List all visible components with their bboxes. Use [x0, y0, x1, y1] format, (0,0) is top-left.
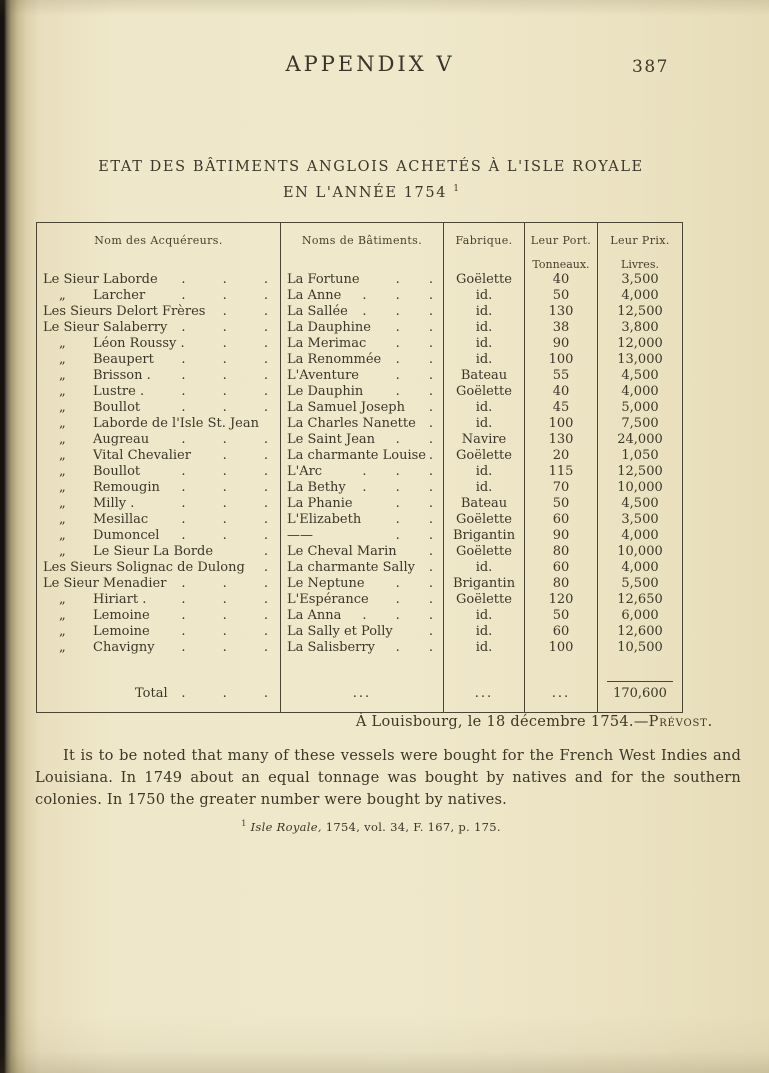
fabrique-cell: Brigantin — [444, 528, 525, 544]
port-cell: 115 — [525, 464, 598, 480]
batiment-cell — [281, 576, 444, 592]
acquereur-name: Lemoine — [93, 624, 150, 639]
unit-livres: Livres. — [598, 254, 683, 272]
dot-leader: . . — [395, 496, 433, 511]
acquereur-name: Beaupert — [93, 352, 154, 367]
dot-leader: . . . — [362, 608, 433, 623]
signature-line: À Louisbourg, le 18 décembre 1754.—Prévost. — [355, 714, 713, 730]
ditto-mark: „ — [59, 464, 66, 479]
dot-leader: . — [428, 560, 433, 575]
batiment-cell — [281, 288, 444, 304]
table-row — [37, 480, 683, 496]
fabrique-cell: id. — [444, 416, 525, 432]
column-header-prix: Leur Prix. — [598, 223, 683, 255]
ship-name: La Charles Nanette — [287, 416, 416, 431]
port-cell: 120 — [525, 592, 598, 608]
ditto-mark: „ — [59, 288, 66, 303]
total-prix-cell — [598, 656, 683, 713]
acquereur-cell — [37, 512, 281, 528]
ditto-mark: „ — [59, 544, 66, 559]
table-row — [37, 384, 683, 400]
acquereur-name: Le Sieur Menadier — [43, 576, 167, 591]
dot-leader: . — [428, 544, 433, 559]
fabrique-cell: Bateau — [444, 368, 525, 384]
dot-leader: . . . — [181, 384, 268, 399]
batiment-cell — [281, 272, 444, 288]
batiment-cell — [281, 320, 444, 336]
port-cell: 130 — [525, 304, 598, 320]
table-header-row — [37, 223, 683, 255]
port-cell: 38 — [525, 320, 598, 336]
dot-leader: . . . — [181, 464, 268, 479]
table-row — [37, 336, 683, 352]
ship-name: La charmante Louise — [287, 448, 426, 463]
port-cell: 55 — [525, 368, 598, 384]
fabrique-cell: id. — [444, 352, 525, 368]
fabrique-cell: id. — [444, 400, 525, 416]
acquereur-name: Dumoncel — [93, 528, 160, 543]
ship-name: La Anna — [287, 608, 342, 623]
fabrique-cell: id. — [444, 464, 525, 480]
table-row — [37, 272, 683, 288]
note-paragraph: It is to be noted that many of these vessels were bought for the French West Indies and Louisiana. In 1749 about an equal tonnage was bought by natives and for the southern colonies. In 1750 the greater number were bought by natives. — [35, 747, 741, 808]
batiment-cell — [281, 304, 444, 320]
ditto-mark: „ — [59, 512, 66, 527]
fabrique-cell: id. — [444, 304, 525, 320]
unit-tonneaux: Tonneaux. — [525, 254, 598, 272]
ditto-mark: „ — [59, 352, 66, 367]
ditto-mark: „ — [59, 640, 66, 655]
dot-leader: . . — [395, 336, 433, 351]
total-label-cell — [37, 656, 281, 713]
document-title-line2: EN L'ANNÉE 1754 $^1$ — [283, 184, 459, 201]
fabrique-cell: id. — [444, 608, 525, 624]
dot-leader: . . . — [181, 320, 268, 335]
table-row — [37, 592, 683, 608]
batiment-cell — [281, 400, 444, 416]
acquereur-cell — [37, 592, 281, 608]
acquereur-name: Milly . — [93, 496, 135, 511]
dot-leader: . . . — [181, 480, 268, 495]
total-fabrique-ellipsis: ... — [444, 656, 525, 713]
total-rule — [607, 681, 673, 682]
prix-cell: 4,500 — [598, 368, 683, 384]
acquereur-cell — [37, 288, 281, 304]
dot-leader: . . — [395, 640, 433, 655]
batiment-cell — [281, 608, 444, 624]
ditto-mark: „ — [59, 336, 66, 351]
dot-leader: . . — [395, 592, 433, 607]
table-row — [37, 416, 683, 432]
dot-leader: . . . — [181, 640, 268, 655]
acquereur-cell — [37, 576, 281, 592]
fabrique-cell: Bateau — [444, 496, 525, 512]
acquereur-cell — [37, 448, 281, 464]
dot-leader: . . . — [181, 528, 268, 543]
dot-leader: . — [428, 400, 433, 415]
fabrique-cell: Goëlette — [444, 544, 525, 560]
fabrique-cell: Goëlette — [444, 448, 525, 464]
dot-leader: . . — [395, 368, 433, 383]
table-row — [37, 640, 683, 656]
ship-name: La Merimac — [287, 336, 367, 351]
prix-cell: 12,500 — [598, 464, 683, 480]
table-units-row — [37, 254, 683, 272]
fabrique-cell: Goëlette — [444, 592, 525, 608]
prix-cell: 10,000 — [598, 544, 683, 560]
acquereur-cell — [37, 416, 281, 432]
fabrique-cell: id. — [444, 640, 525, 656]
acquereur-name: Chavigny — [93, 640, 155, 655]
dot-leader: . . — [395, 320, 433, 335]
port-cell: 130 — [525, 432, 598, 448]
ditto-mark: „ — [59, 480, 66, 495]
ditto-mark: „ — [59, 368, 66, 383]
acquereur-name: Vital Chevalier — [93, 448, 191, 463]
dot-leader: . . . — [181, 368, 268, 383]
batiment-cell — [281, 624, 444, 640]
ship-name: L'Aventure — [287, 368, 359, 383]
table-row — [37, 432, 683, 448]
total-prix-value: 170,600 — [613, 686, 667, 701]
port-cell: 100 — [525, 416, 598, 432]
dot-leader: . . — [222, 304, 268, 319]
ditto-mark: „ — [59, 624, 66, 639]
batiment-cell — [281, 592, 444, 608]
batiment-cell — [281, 432, 444, 448]
acquereur-name: Le Sieur Salaberry — [43, 320, 168, 335]
acquereur-cell — [37, 624, 281, 640]
acquereur-name: Remougin — [93, 480, 160, 495]
ditto-mark: „ — [59, 496, 66, 511]
table-row — [37, 544, 683, 560]
column-header-acquereurs: Nom des Acquéreurs. — [37, 223, 281, 255]
port-cell: 60 — [525, 512, 598, 528]
batiment-cell — [281, 368, 444, 384]
dot-leader: . . — [395, 432, 433, 447]
prix-cell: 12,500 — [598, 304, 683, 320]
fabrique-cell: id. — [444, 336, 525, 352]
acquereur-name: Augreau — [93, 432, 150, 447]
table-row — [37, 624, 683, 640]
port-cell: 80 — [525, 576, 598, 592]
acquereur-cell — [37, 544, 281, 560]
batiment-cell — [281, 352, 444, 368]
batiment-cell — [281, 640, 444, 656]
prix-cell: 3,500 — [598, 272, 683, 288]
acquereur-cell — [37, 400, 281, 416]
prix-cell: 12,650 — [598, 592, 683, 608]
acquereur-cell — [37, 480, 281, 496]
batiment-cell — [281, 512, 444, 528]
ship-name: La Anne — [287, 288, 342, 303]
fabrique-cell: id. — [444, 320, 525, 336]
ship-name: La Salisberry — [287, 640, 375, 655]
acquereur-cell — [37, 368, 281, 384]
footnote-source: Isle Royale, — [250, 819, 322, 834]
acquereur-cell — [37, 304, 281, 320]
footnote-ref: 1 — [241, 819, 247, 828]
total-port-ellipsis: ... — [525, 656, 598, 713]
dot-leader: . . — [395, 352, 433, 367]
acquereur-cell — [37, 528, 281, 544]
acquereur-name: Les Sieurs Delort Frères — [43, 304, 206, 319]
prix-cell: 4,500 — [598, 496, 683, 512]
ditto-mark: „ — [59, 448, 66, 463]
prix-cell: 10,500 — [598, 640, 683, 656]
dot-leader: . . . — [181, 624, 268, 639]
fabrique-cell: id. — [444, 560, 525, 576]
port-cell: 60 — [525, 560, 598, 576]
port-cell: 45 — [525, 400, 598, 416]
ship-name: L'Arc — [287, 464, 323, 479]
acquereur-name: Le Sieur Laborde — [43, 272, 158, 287]
prix-cell: 4,000 — [598, 560, 683, 576]
dot-leader: . . . — [181, 288, 268, 303]
port-cell: 40 — [525, 384, 598, 400]
ship-name: La Phanie — [287, 496, 353, 511]
ditto-mark: „ — [59, 608, 66, 623]
column-header-fabrique: Fabrique. — [444, 223, 525, 255]
ditto-mark: „ — [59, 400, 66, 415]
dot-leader: . . . — [181, 592, 268, 607]
acquereur-cell — [37, 608, 281, 624]
dot-leader: . . . — [181, 432, 268, 447]
table-row — [37, 608, 683, 624]
acquereur-name: Mesillac — [93, 512, 149, 527]
acquereur-name: Lemoine — [93, 608, 150, 623]
dot-leader: . — [263, 560, 268, 575]
ship-name: Le Saint Jean — [287, 432, 376, 447]
table-row — [37, 512, 683, 528]
table-row — [37, 320, 683, 336]
ditto-mark: „ — [59, 528, 66, 543]
column-header-batiments: Noms de Bâtiments. — [281, 223, 444, 255]
prix-cell: 12,000 — [598, 336, 683, 352]
prix-cell: 6,000 — [598, 608, 683, 624]
table-total-row — [37, 656, 683, 713]
dot-leader: . . — [395, 576, 433, 591]
prix-cell: 7,500 — [598, 416, 683, 432]
dot-leader: . . — [222, 336, 268, 351]
table-row — [37, 464, 683, 480]
acquereur-cell — [37, 640, 281, 656]
batiment-cell — [281, 528, 444, 544]
port-cell: 100 — [525, 640, 598, 656]
acquereur-name: Hiriart . — [93, 592, 147, 607]
title-footnote-ref: 1 — [453, 184, 459, 194]
acquereur-name: Larcher — [93, 288, 146, 303]
port-cell: 40 — [525, 272, 598, 288]
fabrique-cell: Goëlette — [444, 384, 525, 400]
dot-leader: . — [428, 448, 433, 463]
table-row — [37, 400, 683, 416]
acquereur-name: Boullot — [93, 400, 141, 415]
dot-leader: . . — [395, 512, 433, 527]
prix-cell: 5,500 — [598, 576, 683, 592]
acquereur-cell — [37, 496, 281, 512]
table-row — [37, 352, 683, 368]
port-cell: 50 — [525, 288, 598, 304]
ship-name: La Renommée — [287, 352, 382, 367]
ship-name: L'Elizabeth — [287, 512, 362, 527]
ship-name: Le Dauphin — [287, 384, 364, 399]
ship-name: L'Espérance — [287, 592, 369, 607]
dot-leader: . . — [395, 384, 433, 399]
dot-leader: . . . — [181, 272, 268, 287]
ship-name: La Samuel Joseph — [287, 400, 405, 415]
fabrique-cell: id. — [444, 624, 525, 640]
table-row — [37, 496, 683, 512]
table-row — [37, 288, 683, 304]
prix-cell: 5,000 — [598, 400, 683, 416]
fabrique-cell: Brigantin — [444, 576, 525, 592]
port-cell: 20 — [525, 448, 598, 464]
port-cell: 100 — [525, 352, 598, 368]
batiment-cell — [281, 496, 444, 512]
batiment-cell — [281, 336, 444, 352]
ditto-mark: „ — [59, 432, 66, 447]
dot-leader: . . — [395, 272, 433, 287]
acquereur-name: Laborde de l'Isle St. Jean — [93, 416, 259, 431]
dot-leader: . — [263, 544, 268, 559]
port-cell: 90 — [525, 336, 598, 352]
acquereur-name: Les Sieurs Solignac de Dulong — [43, 560, 245, 575]
acquereur-cell — [37, 464, 281, 480]
ditto-mark: „ — [59, 384, 66, 399]
table-row — [37, 528, 683, 544]
prix-cell: 12,600 — [598, 624, 683, 640]
document-title-line1: ETAT DES BÂTIMENTS ANGLOIS ACHETÉS À L'ISLE ROYALE — [98, 159, 644, 175]
dot-leader: . . . — [181, 496, 268, 511]
ship-name: La Sallée — [287, 304, 348, 319]
prix-cell: 3,500 — [598, 512, 683, 528]
acquereur-cell — [37, 336, 281, 352]
total-label: Total — [135, 686, 168, 701]
batiment-cell — [281, 480, 444, 496]
prix-cell: 3,800 — [598, 320, 683, 336]
page-number: 387 — [632, 57, 669, 77]
acquereur-cell — [37, 272, 281, 288]
running-header: APPENDIX V — [285, 52, 455, 76]
document-title — [0, 156, 742, 204]
dot-leader: . . — [395, 528, 433, 543]
batiment-cell — [281, 416, 444, 432]
table-row — [37, 560, 683, 576]
dot-leader: . . . — [362, 464, 433, 479]
acquereur-cell — [37, 320, 281, 336]
fabrique-cell: id. — [444, 288, 525, 304]
ditto-mark: „ — [59, 416, 66, 431]
ships-table — [36, 222, 683, 713]
fabrique-cell: Goëlette — [444, 272, 525, 288]
footnote: $^1$ Isle Royale, 1754, vol. 34, F. 167, p. 175. — [241, 819, 501, 834]
table-row — [37, 304, 683, 320]
prix-cell: 4,000 — [598, 384, 683, 400]
dot-leader: . — [428, 624, 433, 639]
dot-leader: . . . — [181, 576, 268, 591]
port-cell: 90 — [525, 528, 598, 544]
acquereur-cell — [37, 384, 281, 400]
port-cell: 70 — [525, 480, 598, 496]
batiment-cell — [281, 544, 444, 560]
port-cell: 80 — [525, 544, 598, 560]
ship-name: Le Cheval Marin — [287, 544, 397, 559]
ship-name: La Fortune — [287, 272, 360, 287]
dot-leader: . . . — [181, 352, 268, 367]
ship-name: Le Neptune — [287, 576, 365, 591]
port-cell: 50 — [525, 608, 598, 624]
dot-leader: . . . — [362, 288, 433, 303]
ship-name: La Dauphine — [287, 320, 371, 335]
ship-name: La Sally et Polly — [287, 624, 393, 639]
ditto-mark: „ — [59, 592, 66, 607]
acquereur-name: Lustre . — [93, 384, 145, 399]
dot-leader: . . . — [362, 304, 433, 319]
batiment-cell — [281, 464, 444, 480]
port-cell: 50 — [525, 496, 598, 512]
prix-cell: 13,000 — [598, 352, 683, 368]
ship-name: La Bethy — [287, 480, 346, 495]
acquereur-cell — [37, 352, 281, 368]
acquereur-name: Le Sieur La Borde — [93, 544, 214, 559]
dot-leader: . — [428, 416, 433, 431]
batiment-cell — [281, 384, 444, 400]
prix-cell: 4,000 — [598, 528, 683, 544]
dot-leader: . . . — [181, 512, 268, 527]
fabrique-cell: Navire — [444, 432, 525, 448]
dot-leader: . . . — [181, 686, 268, 701]
dot-leader: . . . — [181, 608, 268, 623]
fabrique-cell: id. — [444, 480, 525, 496]
acquereur-cell — [37, 560, 281, 576]
batiment-cell — [281, 560, 444, 576]
total-ship-ellipsis: ... — [281, 656, 444, 713]
table-row — [37, 368, 683, 384]
dot-leader: . . . — [362, 480, 433, 495]
table-row — [37, 448, 683, 464]
dot-leader: . . . — [181, 400, 268, 415]
dot-leader: . . — [222, 448, 268, 463]
ship-name: —— — [287, 528, 313, 543]
acquereur-cell — [37, 432, 281, 448]
port-cell: 60 — [525, 624, 598, 640]
batiment-cell — [281, 448, 444, 464]
prix-cell: 24,000 — [598, 432, 683, 448]
signer-name: Prévost. — [648, 714, 713, 730]
prix-cell: 4,000 — [598, 288, 683, 304]
prix-cell: 10,000 — [598, 480, 683, 496]
acquereur-name: Brisson . — [93, 368, 151, 383]
fabrique-cell: Goëlette — [444, 512, 525, 528]
acquereur-name: Léon Roussy . — [93, 336, 185, 351]
acquereur-name: Boullot — [93, 464, 141, 479]
column-header-port: Leur Port. — [525, 223, 598, 255]
table-row — [37, 576, 683, 592]
prix-cell: 1,050 — [598, 448, 683, 464]
ship-name: La charmante Sally — [287, 560, 415, 575]
